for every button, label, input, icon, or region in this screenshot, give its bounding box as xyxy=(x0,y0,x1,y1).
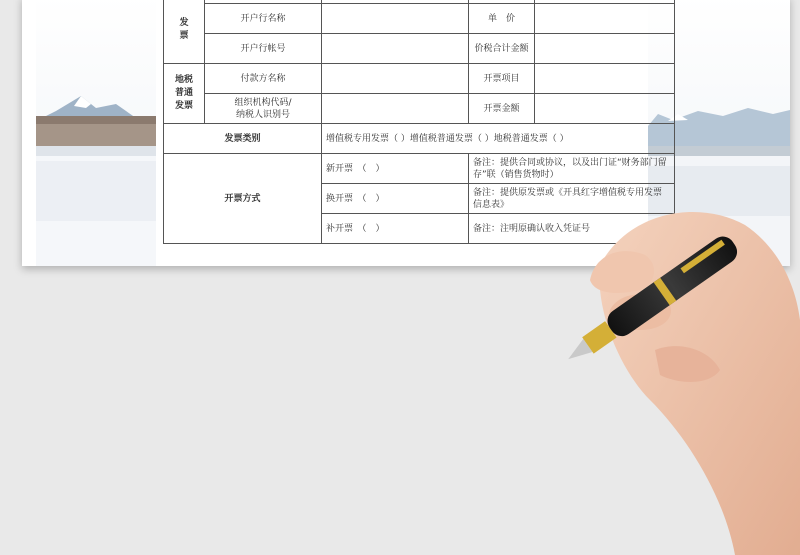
total-amount-field[interactable] xyxy=(535,34,675,64)
taxpayer-id-label: 组织机构代码/ 纳税人识别号 xyxy=(205,94,322,124)
invoice-item-field[interactable] xyxy=(535,64,675,94)
new-invoice-note: 备注：提供合同或协议，以及出门证“财务部门留存”联（销售货物时） xyxy=(469,154,675,184)
payer-name-label: 付款方名称 xyxy=(205,64,322,94)
hand-holding-pen-icon xyxy=(560,170,800,555)
issue-method-label: 开票方式 xyxy=(164,154,322,244)
vat-invoice-section-label: 发 票 xyxy=(164,0,205,64)
bank-account-field[interactable] xyxy=(322,34,469,64)
invoice-type-options[interactable]: 增值税专用发票（ ）增值税普通发票（ ）地税普通发票（ ） xyxy=(322,124,675,154)
payer-name-field[interactable] xyxy=(322,64,469,94)
replace-invoice-option[interactable]: 换开票 （ ） xyxy=(322,184,469,214)
snow-mountain-illustration-left xyxy=(36,0,156,266)
local-tax-section-label: 地税 普通 发票 xyxy=(164,64,205,124)
replace-invoice-note: 备注：提供原发票或《开具红字增值税专用发票信息表》 xyxy=(469,184,675,214)
bank-name-label: 开户行名称 xyxy=(205,4,322,34)
bank-account-label: 开户行帐号 xyxy=(205,34,322,64)
invoice-type-label: 发票类别 xyxy=(164,124,322,154)
new-invoice-option[interactable]: 新开票 （ ） xyxy=(322,154,469,184)
bank-name-field[interactable] xyxy=(322,4,469,34)
invoice-amount-field[interactable] xyxy=(535,94,675,124)
reissue-invoice-option[interactable]: 补开票 （ ） xyxy=(322,214,469,244)
unit-price-label: 单 价 xyxy=(469,4,535,34)
reissue-invoice-note: 备注：注明原确认收入凭证号 xyxy=(469,214,675,244)
invoice-amount-label: 开票金额 xyxy=(469,94,535,124)
unit-price-field[interactable] xyxy=(535,4,675,34)
total-amount-label: 价税合计金额 xyxy=(469,34,535,64)
invoice-item-label: 开票项目 xyxy=(469,64,535,94)
taxpayer-id-field[interactable] xyxy=(322,94,469,124)
